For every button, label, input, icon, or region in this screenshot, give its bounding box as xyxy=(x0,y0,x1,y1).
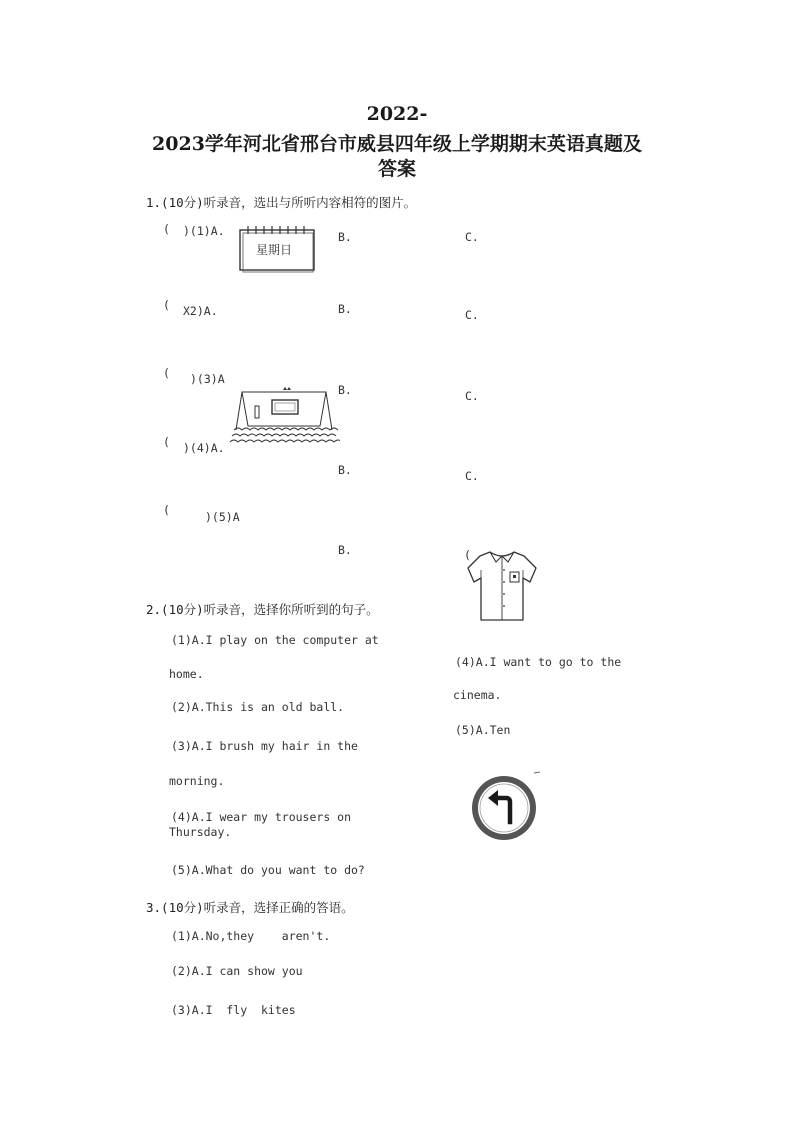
calendar-label: 星期日 xyxy=(256,243,293,257)
q1-row5-option-a: )(5)A xyxy=(205,510,240,524)
q2-line-4: (3)A.I brush my hair in the xyxy=(171,739,358,753)
q3-item-3: (3)A.I fly kites xyxy=(171,1003,296,1017)
q1-row5-option-c: ( xyxy=(464,548,471,562)
q1-row3-option-c: C. xyxy=(465,389,479,403)
q2-right-line-3: (5)A.Ten xyxy=(455,723,511,737)
q2-right-line-1: (4)A.I want to go to the xyxy=(455,655,622,669)
q3-item-1: (1)A.No,they aren't. xyxy=(171,929,331,943)
q1-row1-option-a: )(1)A. xyxy=(183,224,225,238)
q1-row3-paren: ( xyxy=(163,366,170,380)
q2-line-7: Thursday. xyxy=(169,825,232,839)
q1-row5-option-b: B. xyxy=(338,543,352,557)
q3-item-2: (2)A.I can show you xyxy=(171,964,303,978)
q1-row3-option-b: B. xyxy=(338,383,352,397)
turn-left-sign-image xyxy=(466,770,542,842)
q1-row2-option-b: B. xyxy=(338,302,352,316)
q2-line-6: (4)A.I wear my trousers on xyxy=(171,810,352,824)
q1-row4-option-b: B. xyxy=(338,463,352,477)
q2-line-1: (1)A.I play on the computer at xyxy=(171,633,379,647)
q1-row2-option-a: X2)A. xyxy=(183,304,218,318)
q2-line-5: morning. xyxy=(169,774,225,788)
q1-row2-option-c: C. xyxy=(465,308,479,322)
q1-row1-option-c: C. xyxy=(465,230,479,244)
q1-row4-option-c: C. xyxy=(465,469,479,483)
q3-heading: 3.(10分)听录音，选择正确的答语。 xyxy=(146,900,354,915)
cinema-image xyxy=(228,386,340,446)
q1-row1-paren: ( xyxy=(163,222,170,236)
q1-row3-option-a: )(3)A xyxy=(190,372,225,386)
q1-row4-option-a: )(4)A. xyxy=(183,441,225,455)
q2-line-2: home. xyxy=(169,667,204,681)
q2-line-3: (2)A.This is an old ball. xyxy=(171,700,345,714)
page-title-line-2: 2023学年河北省邢台市威县四年级上学期期末英语真题及 xyxy=(152,133,642,155)
q1-row4-paren: ( xyxy=(163,435,170,449)
q1-row1-option-b: B. xyxy=(338,230,352,244)
q2-heading: 2.(10分)听录音，选择你所听到的句子。 xyxy=(146,602,379,617)
q1-row5-paren: ( xyxy=(163,503,170,517)
page-title-line-1: 2022- xyxy=(366,103,428,125)
shirt-image xyxy=(466,548,538,624)
q1-row2-paren: ( xyxy=(163,298,170,312)
q2-right-line-2: cinema. xyxy=(453,688,502,702)
page-title-line-3: 答案 xyxy=(377,158,416,180)
q2-line-8: (5)A.What do you want to do? xyxy=(171,863,365,877)
q1-heading: 1.(10分)听录音，选出与所听内容相符的图片。 xyxy=(146,195,417,210)
